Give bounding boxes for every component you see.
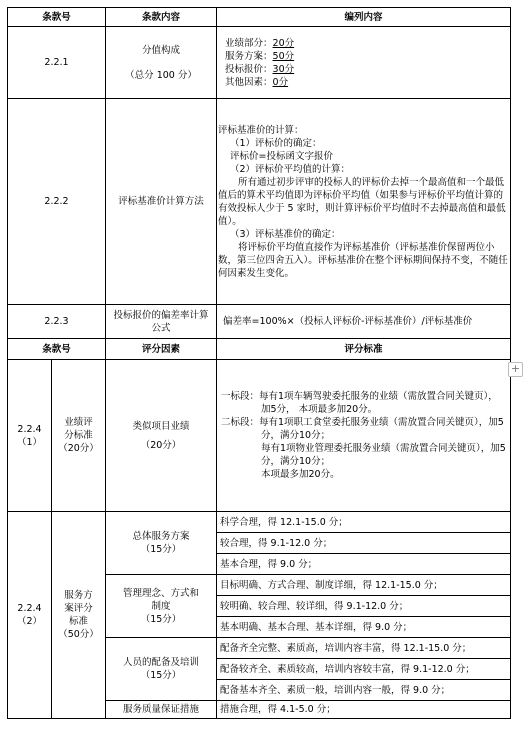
deviation-formula: 偏差率=100%×（投标人评标价-评标基准价）/评标基准价 [217, 305, 511, 339]
list-item: 其他因素：0分 [225, 76, 289, 88]
text-paragraph: 二标段：每有1项职工食堂委托服务业绩（需放置合同关键页），加5分，满分10分； [221, 417, 504, 441]
text-paragraph: 本项最多加20分。 [261, 469, 340, 480]
content-line: （总分 100 分） [125, 69, 197, 81]
text-paragraph: 所有通过初步评审的投标人的评标价去掉一个最高值和一个最低值后的算术平均值即为评标价平均值（如果参与评标价平均值计算的有效投标人少于 5 家时，则计算评标价平均值时不去掉最高值和最低值）。 [218, 176, 506, 227]
criterion: 较明确、较合理、较详细，得 9.1-12.0 分； [217, 596, 511, 617]
header-clause-no: 条款号 [8, 8, 106, 27]
score-composition [217, 27, 511, 99]
header-listing-content: 编列内容 [217, 8, 511, 27]
scoring-category: 服务方 案评分 标准 （50分） [52, 512, 106, 719]
clause-content: 评标基准价计算方法 [106, 99, 217, 305]
table-row-2-2-3 [8, 305, 511, 339]
table-row-2-2-4-1 [8, 360, 511, 512]
scoring-standard [217, 360, 511, 512]
criterion: 措施合理，得 4.1-5.0 分； [217, 701, 511, 719]
table-row-2-2-2 [8, 99, 511, 305]
scoring-factor: 服务质量保证措施 [106, 701, 217, 719]
header-scoring-standard: 评分标准 [217, 339, 511, 360]
clause-number: 2.2.4 （2） [8, 512, 52, 719]
content-line: 分值构成 [142, 44, 181, 56]
text-line: （2）评标价平均值的计算： [230, 163, 351, 175]
criterion: 配备基本齐全、素质一般，培训内容一般，得 9.0 分； [217, 680, 511, 701]
criterion: 基本明确、基本合理、基本详细，得 9.0 分； [217, 617, 511, 638]
criterion: 基本合理，得 9.0 分； [217, 554, 511, 575]
header-clause-no: 条款号 [8, 339, 106, 360]
text-line: （1）评标价的确定： [230, 137, 322, 149]
text-line: 评标基准价的计算： [218, 124, 304, 136]
scoring-factor: 类似项目业绩 （20分） [106, 360, 217, 512]
criterion: 科学合理，得 12.1-15.0 分； [217, 512, 511, 533]
table-row-2-2-1 [8, 27, 511, 99]
scoring-factor: 管理理念、方式和 制度 （15分） [106, 575, 217, 638]
clause-content: 投标报价的偏差率计算公式 [106, 305, 217, 339]
add-row-button[interactable]: + [508, 362, 523, 377]
criterion: 配备较齐全、素质较高，培训内容较丰富，得 9.1-12.0 分； [217, 659, 511, 680]
scoring-category: 业绩评 分标准 （20分） [52, 360, 106, 512]
clause-number: 2.2.4 （1） [8, 360, 52, 512]
table-header-1 [8, 8, 511, 27]
text-line: 评标价=投标函文字报价 [230, 150, 333, 162]
scoring-factor: 人员的配备及培训 （15分） [106, 638, 217, 701]
benchmark-method [217, 99, 511, 305]
text-paragraph: 将评标价平均值直接作为评标基准价（评标基准价保留两位小数，第三位四舍五入）。评标基准价在整个评标期间保持不变，不随任何因素发生变化。 [218, 241, 508, 279]
list-item: 服务方案：50分 [225, 50, 295, 62]
clause-number: 2.2.2 [8, 99, 106, 305]
table-header-2 [8, 339, 511, 360]
clause-content [106, 27, 217, 99]
criterion: 目标明确、方式合理、制度详细，得 12.1-15.0 分； [217, 575, 511, 596]
clause-number: 2.2.3 [8, 305, 106, 339]
text-line: （3）评标基准价的确定： [230, 228, 341, 240]
list-item: 业绩部分：20分 [225, 37, 295, 49]
scoring-document [7, 7, 510, 719]
text-paragraph: 每有1项物业管理委托服务业绩（需放置合同关键页），加5分，满分10分； [261, 443, 506, 467]
criterion: 较合理，得 9.1-12.0 分； [217, 533, 511, 554]
header-clause-content: 条款内容 [106, 8, 217, 27]
list-item: 投标报价：30分 [225, 63, 295, 75]
scoring-factor: 总体服务方案 （15分） [106, 512, 217, 575]
scoring-table [7, 7, 511, 719]
text-paragraph: 一标段：每有1项车辆驾驶委托服务的业绩（需放置合同关键页），加5分， 本项最多加20分。 [221, 391, 498, 415]
criterion: 配备齐全完整、素质高，培训内容丰富，得 12.1-15.0 分； [217, 638, 511, 659]
clause-number: 2.2.1 [8, 27, 106, 99]
header-scoring-factor: 评分因素 [106, 339, 217, 360]
table-row [8, 512, 511, 533]
